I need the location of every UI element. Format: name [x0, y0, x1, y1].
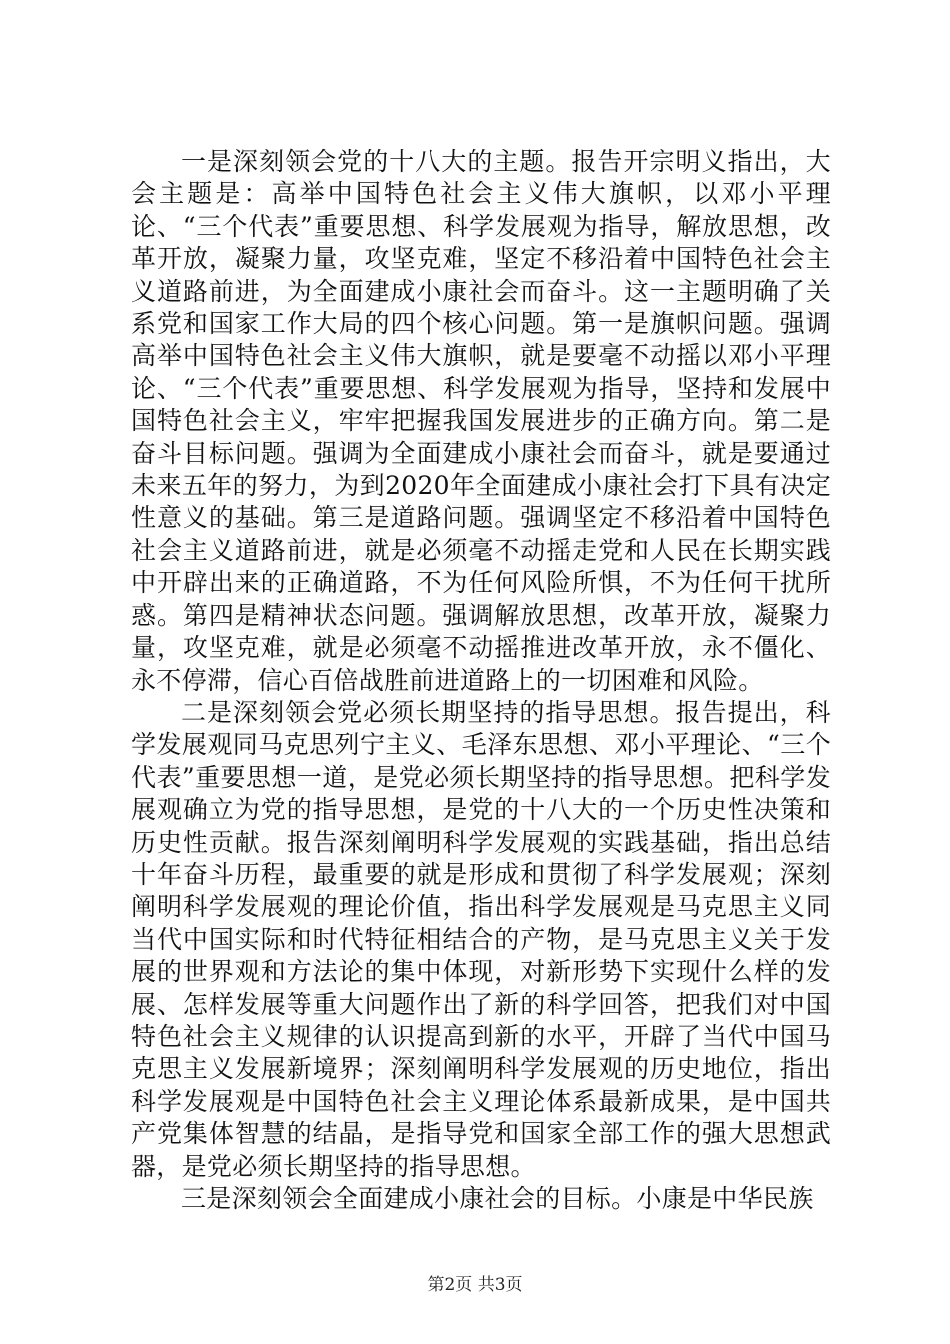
paragraph-2: 二是深刻领会党必须长期坚持的指导思想。报告提出，科学发展观同马克思列宁主义、毛泽东思想、邓小平理论、“三个代表”重要思想一道，是党必须长期坚持的指导思想。把科学发展观确立为党的指导思想，是党的十八大的一个历史性决策和历史性贡献。报告深刻阐明科学发展观的实践基础，指出总结十年奋斗历程，最重要的就是形成和贯彻了科学发展观；深刻阐明科学发展观的理论价值，指出科学发展观是马克思主义同当代中国实际和时代特征相结合的产物，是马克思主义关于发展的世界观和方法论的集中体现，对新形势下实现什么样的发展、怎样发展等重大问题作出了新的科学回答，把我们对中国特色社会主义规律的认识提高到新的水平，开辟了当代中国马克思主义发展新境界；深刻阐明科学发展观的历史地位，指出科学发展观是中国特色社会主义理论体系最新成果，是中国共产党集体智慧的结晶，是指导党和国家全部工作的强大思想武器，是党必须长期坚持的指导思想。: [131, 697, 831, 1181]
body-text: [131, 146, 831, 1215]
page-footer: 第2页 共3页: [427, 1275, 523, 1295]
paragraph-3: 三是深刻领会全面建成小康社会的目标。小康是中华民族: [181, 1184, 814, 1213]
paragraph-1: 一是深刻领会党的十八大的主题。报告开宗明义指出，大会主题是：高举中国特色社会主义伟大旗帜，以邓小平理论、“三个代表”重要思想、科学发展观为指导，解放思想，改革开放，凝聚力量，攻坚克难，坚定不移沿着中国特色社会主义道路前进，为全面建成小康社会而奋斗。这一主题明确了关系党和国家工作大局的四个核心问题。第一是旗帜问题。强调高举中国特色社会主义伟大旗帜，就是要毫不动摇以邓小平理论、“三个代表”重要思想、科学发展观为指导，坚持和发展中国特色社会主义，牢牢把握我国发展进步的正确方向。第二是奋斗目标问题。强调为全面建成小康社会而奋斗，就是要通过未来五年的努力，为到2020年全面建成小康社会打下具有决定性意义的基础。第三是道路问题。强调坚定不移沿着中国特色社会主义道路前进，就是必须毫不动摇走党和人民在长期实践中开辟出来的正确道路，不为任何风险所惧，不为任何干扰所惑。第四是精神状态问题。强调解放思想，改革开放，凝聚力量，攻坚克难，就是必须毫不动摇推进改革开放，永不僵化、永不停滞，信心百倍战胜前进道路上的一切困难和风险。: [131, 147, 831, 695]
